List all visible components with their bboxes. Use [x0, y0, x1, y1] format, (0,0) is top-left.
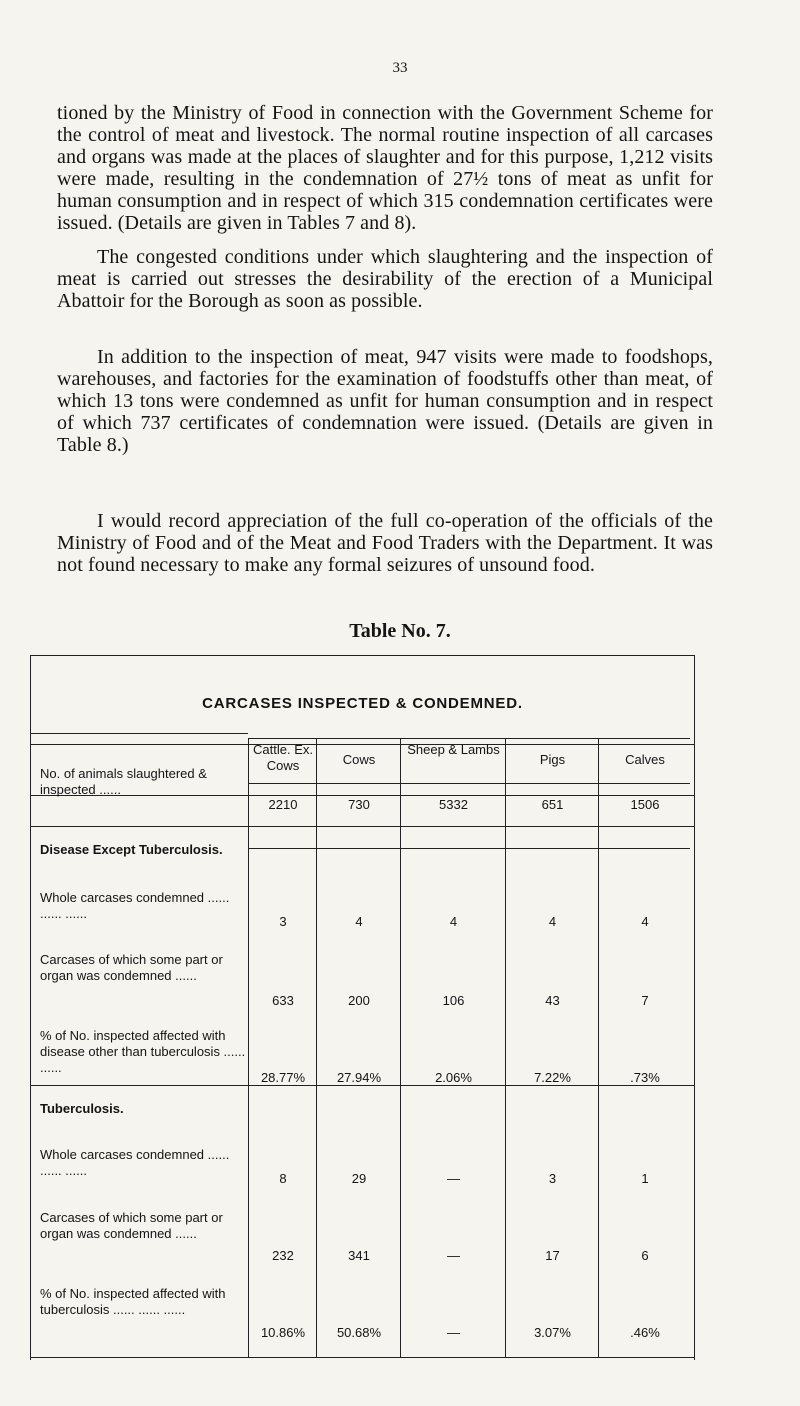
tb-part-pigs: 17 [545, 1248, 560, 1263]
disease-whole-label: Whole carcases condemned ...... ...... ...... [40, 890, 230, 921]
tb-pct-pigs: 3.07% [534, 1325, 571, 1340]
disease-part-pigs: 43 [545, 993, 560, 1008]
slaughtered-label: No. of animals slaughtered & inspected ...... [40, 766, 207, 797]
tb-pct-calves: .46% [630, 1325, 660, 1340]
tb-part-calves: 6 [641, 1248, 649, 1263]
slaughtered-calves: 1506 [630, 797, 660, 812]
section-divider-3 [248, 848, 690, 849]
table-caption: CARCASES INSPECTED & CONDEMNED. [202, 695, 523, 712]
disease-part-cows: 200 [348, 993, 370, 1008]
header-rule-left [30, 733, 248, 734]
paragraph-1: tioned by the Ministry of Food in connection with the Government Scheme for the control of meat and livestock. The normal routine inspection of all carcases and organs was made at the places of slaughter and for this purpose, 1,212 visits were made, resulting in the condemnation of 27½ tons of meat as unfit for human consumption and in respect of which 315 condemnation certificates were issued. (Details are given in Tables 7 and 8). [57, 102, 713, 234]
table-left-border [30, 655, 31, 1360]
column-rule-3 [400, 738, 401, 1357]
table-bottom-rule [30, 1357, 695, 1358]
header-row-rule [30, 744, 695, 745]
tb-whole-pigs: 3 [548, 1171, 557, 1186]
column-rule-2 [316, 738, 317, 1357]
column-rule-1 [248, 738, 249, 1357]
tb-pct-cattle: 10.86% [260, 1325, 306, 1340]
disease-pct-pigs: 7.22% [534, 1070, 571, 1085]
header-rule-right [248, 738, 690, 739]
disease-whole-calves: 4 [641, 914, 649, 929]
paragraph-2: The congested conditions under which slaughtering and the inspection of meat is carried out stresses the desirability of the erection of a Municipal Abattoir for the Borough as soon as possible. [57, 246, 713, 312]
column-rule-4 [505, 738, 506, 1357]
disease-pct-cows: 27.94% [336, 1070, 382, 1085]
tb-whole-cattle: 8 [279, 1171, 287, 1186]
page-number: 33 [392, 60, 408, 76]
slaughtered-cows: 730 [348, 797, 370, 812]
column-header-cattle: Cattle. Ex. Cows [253, 742, 313, 773]
disease-part-cattle: 633 [272, 993, 294, 1008]
disease-part-label: Carcases of which some part or organ was condemned ...... [40, 952, 223, 983]
column-header-pigs: Pigs [539, 752, 566, 767]
disease-part-sheep: 106 [442, 993, 465, 1008]
disease-pct-calves: .73% [630, 1070, 660, 1085]
tb-whole-sheep: — [447, 1171, 460, 1186]
slaughtered-sheep: 5332 [439, 797, 468, 812]
table-right-border [694, 655, 695, 1360]
tb-pct-cows: 50.68% [336, 1325, 382, 1340]
disease-whole-sheep: 4 [449, 914, 458, 929]
table-title: Table No. 7. [349, 620, 451, 642]
column-header-calves: Calves [625, 752, 665, 767]
disease-pct-label: % of No. inspected affected with disease other than tuberculosis ...... ...... [40, 1028, 246, 1075]
disease-section-heading: Disease Except Tuberculosis. [40, 842, 223, 857]
tb-whole-calves: 1 [641, 1171, 649, 1186]
tb-whole-label: Whole carcases condemned ...... ...... ...... [40, 1147, 230, 1178]
tb-part-cows: 341 [348, 1248, 370, 1263]
column-header-sheep: Sheep & Lambs [407, 742, 500, 757]
disease-whole-cattle: 3 [279, 914, 287, 929]
tb-pct-label: % of No. inspected affected with tuberculosis ...... ...... ...... [40, 1286, 226, 1317]
disease-pct-sheep: 2.06% [435, 1070, 472, 1085]
tb-part-sheep: — [447, 1248, 460, 1263]
tb-section-heading: Tuberculosis. [40, 1101, 124, 1116]
column-rule-5 [598, 738, 599, 1357]
disease-whole-cows: 4 [355, 914, 363, 929]
paragraph-3: In addition to the inspection of meat, 947 visits were made to foodshops, warehouses, and factories for the examination of foodstuffs other than meat, of which 13 tons were condemned as unfit for human consumption and in respect of which 737 certificates of condemnation were issued. (Details are given in Table 8.) [57, 346, 713, 456]
tb-pct-sheep: — [447, 1325, 460, 1340]
slaughtered-cattle: 2210 [268, 797, 298, 812]
tb-part-label: Carcases of which some part or organ was condemned ...... [40, 1210, 223, 1241]
disease-pct-cattle: 28.77% [260, 1070, 306, 1085]
tb-whole-cows: 29 [351, 1171, 367, 1186]
disease-part-calves: 7 [641, 993, 649, 1008]
header-sub-rule [248, 783, 690, 784]
tb-part-cattle: 232 [272, 1248, 294, 1263]
column-header-cows: Cows [342, 752, 376, 767]
section-divider-2 [30, 826, 695, 827]
table-top-rule [30, 655, 695, 656]
paragraph-4: I would record appreciation of the full co-operation of the officials of the Ministry of Food and of the Meat and Food Traders with the Department. It was not found necessary to make any formal seizures of unsound food. [57, 510, 713, 576]
slaughtered-pigs: 651 [541, 797, 564, 812]
disease-whole-pigs: 4 [548, 914, 557, 929]
